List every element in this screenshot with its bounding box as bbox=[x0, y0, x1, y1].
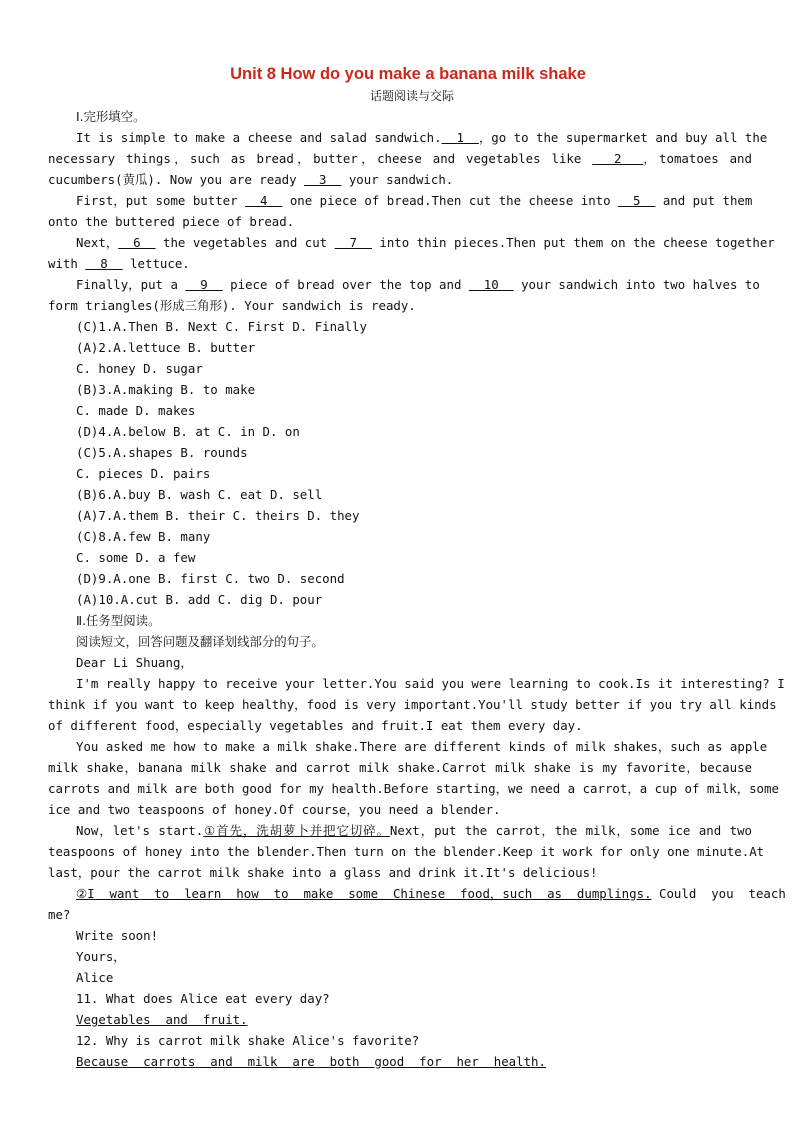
passage-line: form triangles(形成三角形). Your sandwich is ready. bbox=[48, 298, 416, 313]
letter-line: I'm really happy to receive your letter.You said you were learning to cook.Is it interesting? I bbox=[76, 676, 785, 691]
option-line: C. pieces D. pairs bbox=[76, 466, 211, 481]
passage-line: Next， 6 the vegetables and cut 7 into thin pieces.Then put them on the cheese together bbox=[76, 235, 775, 250]
passage-line: It is simple to make a cheese and salad sandwich. 1 ，go to the supermarket and buy all the bbox=[76, 130, 768, 145]
option-line: C. honey D. sugar bbox=[76, 361, 203, 376]
option-line: (D)4.A.below B. at C. in D. on bbox=[76, 424, 300, 439]
answer-options bbox=[48, 316, 752, 610]
option-line: (B)3.A.making B. to make bbox=[76, 382, 256, 397]
blank-1: 1 bbox=[441, 130, 479, 145]
option-line: (C)1.A.Then B. Next C. First D. Finally bbox=[76, 319, 367, 334]
answer-11: Vegetables and fruit. bbox=[76, 1012, 248, 1027]
option-line: (B)6.A.buy B. wash C. eat D. sell bbox=[76, 487, 323, 502]
option-line: (A)10.A.cut B. add C. dig D. pour bbox=[76, 592, 323, 607]
question-12: 12. Why is carrot milk shake Alice's favorite? bbox=[76, 1033, 420, 1048]
underlined-sentence-2: ②I want to learn how to make some Chinese food，such as dumplings. bbox=[76, 886, 652, 901]
answer-12: Because carrots and milk are both good for her health. bbox=[76, 1054, 546, 1069]
page-subtitle: 话题阅读与交际 bbox=[369, 89, 454, 103]
passage-line: cucumbers(黄瓜). Now you are ready 3 your sandwich. bbox=[48, 172, 454, 187]
option-line: (C)5.A.shapes B. rounds bbox=[76, 445, 248, 460]
option-line: (A)2.A.lettuce B. butter bbox=[76, 340, 256, 355]
cloze-passage bbox=[48, 127, 775, 316]
underlined-sentence-1: ①首先，洗胡萝卜并把它切碎。 bbox=[203, 823, 390, 838]
passage-line: with 8 lettuce. bbox=[48, 256, 190, 271]
letter-line: milk shake，banana milk shake and carrot milk shake.Carrot milk shake is my favorite，because bbox=[48, 760, 752, 775]
letter-line: You asked me how to make a milk shake.There are different kinds of milk shakes，such as apple bbox=[76, 739, 768, 754]
option-line: C. some D. a few bbox=[76, 550, 196, 565]
letter-line: ②I want to learn how to make some Chinese food，such as dumplings. Could you teach bbox=[76, 886, 786, 901]
letter-line: me? bbox=[48, 907, 71, 922]
passage-line: Finally，put a 9 piece of bread over the top and 10 your sandwich into two halves to bbox=[76, 277, 760, 292]
option-line: (D)9.A.one B. first C. two D. second bbox=[76, 571, 345, 586]
option-line: (C)8.A.few B. many bbox=[76, 529, 211, 544]
letter-body bbox=[48, 673, 786, 988]
passage-line: First，put some butter 4 one piece of bread.Then cut the cheese into 5 and put them bbox=[76, 193, 753, 208]
blank-5: 5 bbox=[618, 193, 656, 208]
letter-greeting: Dear Li Shuang， bbox=[76, 655, 193, 670]
option-line: (A)7.A.them B. their C. theirs D. they bbox=[76, 508, 360, 523]
worksheet-page bbox=[48, 62, 786, 1072]
section2-instruction: 阅读短文，回答问题及翻译划线部分的句子。 bbox=[76, 634, 324, 649]
question-11: 11. What does Alice eat every day? bbox=[76, 991, 330, 1006]
letter-line: teaspoons of honey into the blender.Then turn on the blender.Keep it work for only one minute.At bbox=[48, 844, 765, 859]
option-line: C. made D. makes bbox=[76, 403, 196, 418]
blank-10: 10 bbox=[468, 277, 514, 292]
letter-line: ice and two teaspoons of honey.Of course，you need a blender. bbox=[48, 802, 501, 817]
blank-9: 9 bbox=[185, 277, 223, 292]
letter-line: carrots and milk are both good for my health.Before starting，we need a carrot，a cup of milk，some bbox=[48, 781, 779, 796]
letter-line: think if you want to keep healthy，food is very important.You'll study better if you try all kinds bbox=[48, 697, 777, 712]
letter-signature: Alice bbox=[76, 970, 114, 985]
blank-2: 2 bbox=[592, 151, 644, 166]
letter-line: last，pour the carrot milk shake into a glass and drink it.It's delicious! bbox=[48, 865, 598, 880]
blank-7: 7 bbox=[334, 235, 372, 250]
blank-4: 4 bbox=[245, 193, 283, 208]
blank-8: 8 bbox=[85, 256, 123, 271]
letter-line: of different food，especially vegetables and fruit.I eat them every day. bbox=[48, 718, 583, 733]
blank-3: 3 bbox=[304, 172, 342, 187]
letter-closing: Write soon! bbox=[76, 928, 159, 943]
section1-heading: Ⅰ.完形填空。 bbox=[76, 109, 146, 124]
blank-6: 6 bbox=[118, 235, 156, 250]
passage-line: necessary things，such as bread，butter，cheese and vegetables like 2 ，tomatoes and bbox=[48, 151, 752, 166]
page-title: Unit 8 How do you make a banana milk shake bbox=[230, 65, 586, 83]
section2-heading: Ⅱ.任务型阅读。 bbox=[76, 613, 161, 628]
letter-closing: Yours， bbox=[76, 949, 126, 964]
passage-line: onto the buttered piece of bread. bbox=[48, 214, 295, 229]
letter-line: Now，let's start.①首先，洗胡萝卜并把它切碎。Next，put the carrot，the milk，some ice and two bbox=[76, 823, 753, 838]
